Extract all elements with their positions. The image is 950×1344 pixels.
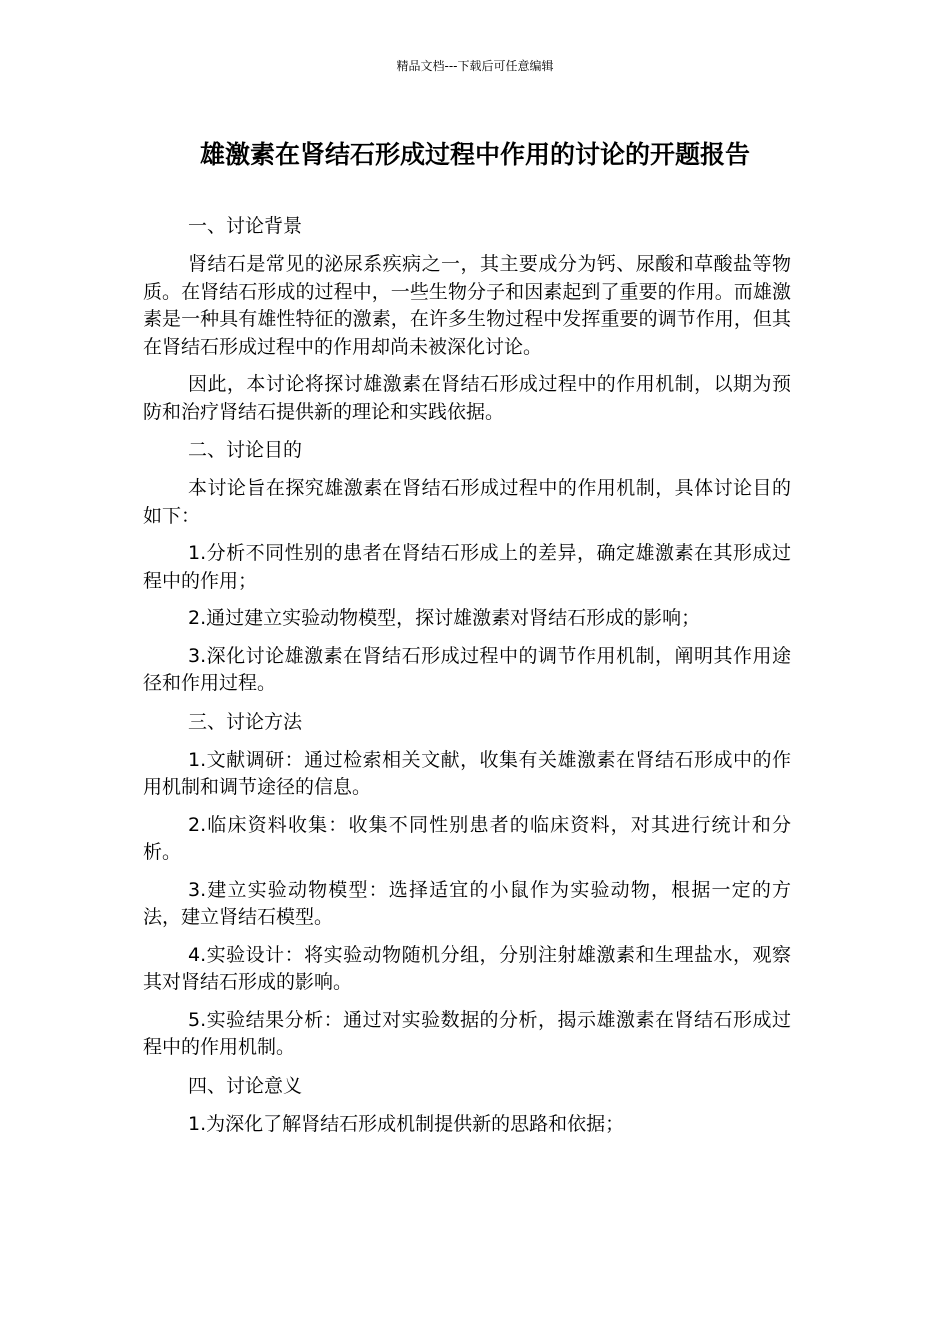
list-item: 3.建立实验动物模型：选择适宜的小鼠作为实验动物，根据一定的方法，建立肾结石模型。 (143, 878, 791, 928)
paragraph: 肾结石是常见的泌尿系疾病之一，其主要成分为钙、尿酸和草酸盐等物质。在肾结石形成的过程中，一些生物分子和因素起到了重要的作用。而雄激素是一种具有雄性特征的激素，在许多生物过程中发挥重要的调节作用，但其在肾结石形成过程中的作用却尚未被深化讨论。 (143, 253, 791, 358)
list-item: 2.临床资料收集：收集不同性别患者的临床资料，对其进行统计和分析。 (143, 813, 791, 863)
section-heading: 一、讨论背景 (188, 215, 303, 237)
section-heading: 四、讨论意义 (188, 1074, 303, 1097)
paragraph: 本讨论旨在探究雄激素在肾结石形成过程中的作用机制，具体讨论目的如下： (143, 477, 791, 527)
list-item: 3.深化讨论雄激素在肾结石形成过程中的调节作用机制，阐明其作用途径和作用过程。 (143, 644, 791, 694)
document-body (143, 212, 791, 1148)
header-note: 精品文档---下载后可任意编辑 (396, 59, 554, 73)
list-item: 1.为深化了解肾结石形成机制提供新的思路和依据； (188, 1112, 625, 1135)
list-item: 4.实验设计：将实验动物随机分组，分别注射雄激素和生理盐水，观察其对肾结石形成的影响。 (143, 943, 791, 993)
section-significance (143, 1072, 791, 1139)
list-item: 5.实验结果分析：通过对实验数据的分析，揭示雄激素在肾结石形成过程中的作用机制。 (143, 1008, 791, 1058)
section-purpose (143, 436, 791, 698)
list-item: 2.通过建立实验动物模型，探讨雄激素对肾结石形成的影响； (188, 607, 701, 629)
section-heading: 二、讨论目的 (188, 439, 303, 461)
section-background (143, 212, 791, 426)
paragraph: 因此，本讨论将探讨雄激素在肾结石形成过程中的作用机制，以期为预防和治疗肾结石提供新的理论和实践依据。 (143, 373, 791, 423)
section-heading: 三、讨论方法 (188, 710, 303, 733)
list-item: 1.文献调研：通过检索相关文献，收集有关雄激素在肾结石形成中的作用机制和调节途径的信息。 (143, 748, 791, 798)
list-item: 1.分析不同性别的患者在肾结石形成上的差异，确定雄激素在其形成过程中的作用； (143, 542, 791, 592)
document-title: 雄激素在肾结石形成过程中作用的讨论的开题报告 (199, 140, 750, 169)
section-methods (143, 708, 791, 1062)
